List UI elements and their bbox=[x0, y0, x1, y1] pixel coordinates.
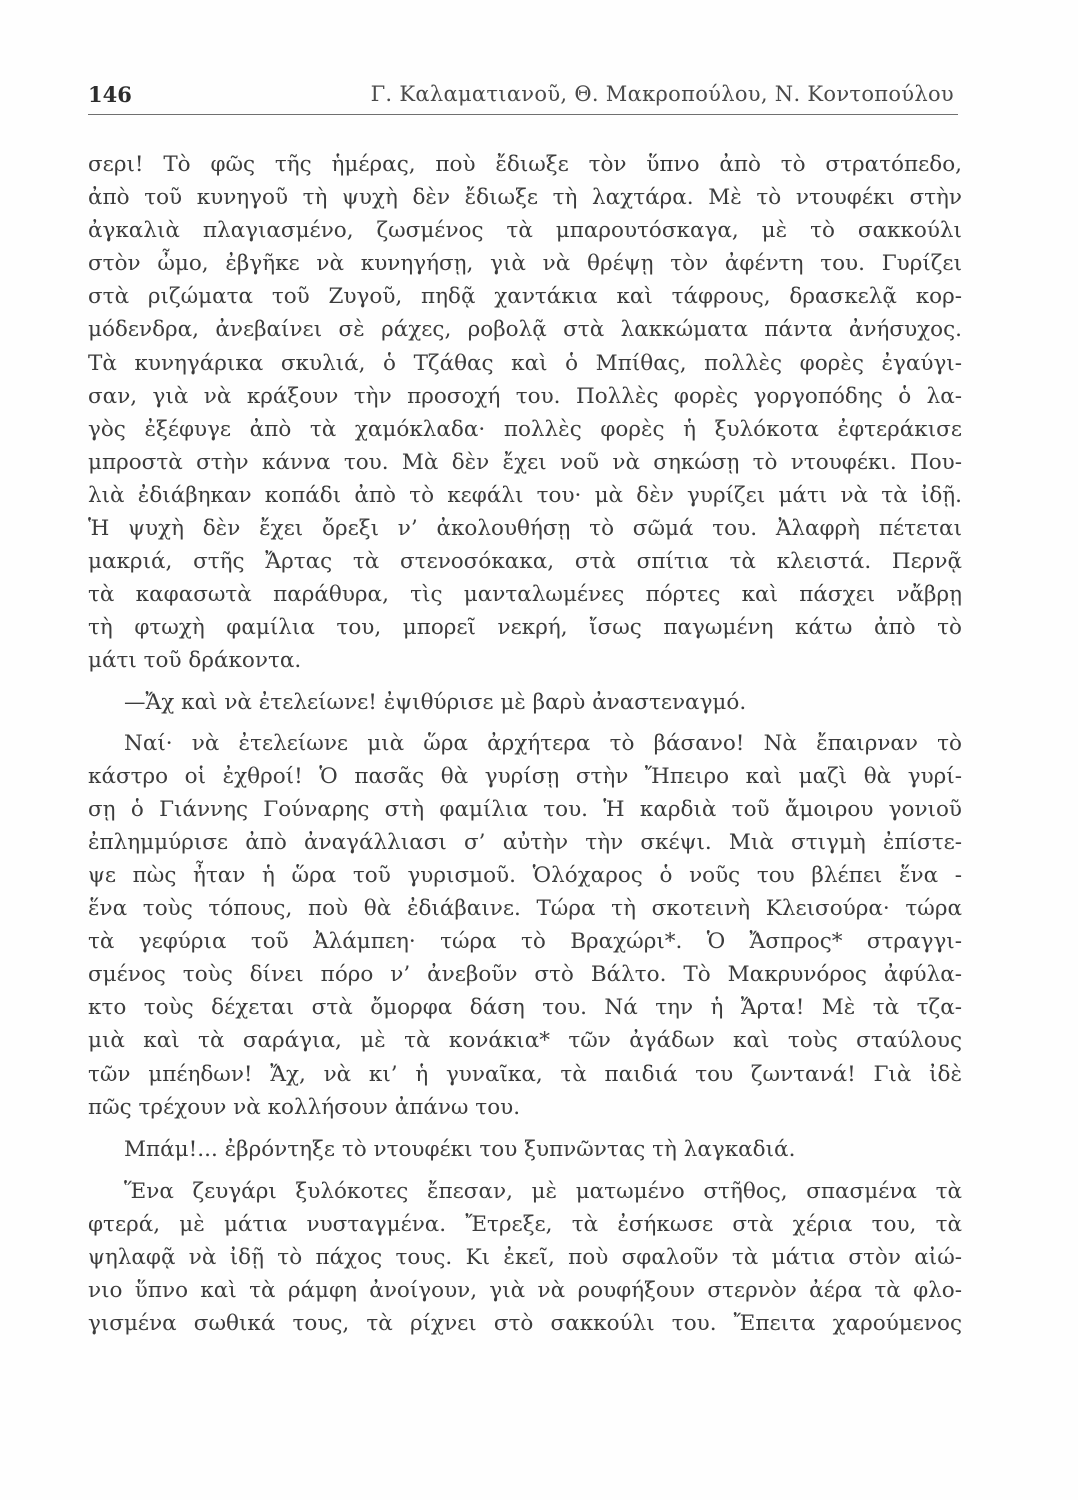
text-line: μακριά, στῆς Ἄρτας τὰ στενοσόκακα, στὰ σπίτια τὰ κλειστά. Περνᾷ bbox=[88, 549, 962, 575]
text-line: τὰ καφασωτὰ παράθυρα, τὶς μανταλωμένες πόρτες καὶ πάσχει νἄβρῃ bbox=[88, 582, 962, 608]
paragraph-5 bbox=[88, 1175, 962, 1340]
text-line: ἀγκαλιὰ πλαγιασμένο, ζωσμένος τὰ μπαρουτόσκαγα, μὲ τὸ σακκούλι bbox=[88, 218, 962, 244]
running-head-authors: Γ. Καλαματιανοῦ, Θ. Μακροπούλου, Ν. Κοντοπούλου bbox=[370, 82, 954, 106]
paragraph-4 bbox=[88, 1133, 962, 1166]
text-line: μάτι τοῦ δράκοντα. bbox=[88, 648, 302, 674]
text-line: στὰ ριζώματα τοῦ Ζυγοῦ, πηδᾷ χαντάκια καὶ τάφρους, δρασκελᾷ κορ- bbox=[88, 284, 962, 310]
text-line: Ναί· νὰ ἐτελείωνε μιὰ ὥρα ἀρχήτερα τὸ βάσανο! Νὰ ἔπαιρναν τὸ bbox=[124, 730, 962, 756]
text-line: σερι! Τὸ φῶς τῆς ἡμέρας, ποὺ ἔδιωξε τὸν ὕπνο ἀπὸ τὸ στρατόπεδο, bbox=[88, 152, 962, 177]
paragraph-2 bbox=[88, 686, 962, 719]
text-line: ἀπὸ τοῦ κυνηγοῦ τὴ ψυχὴ δὲν ἔδιωξε τὴ λαχτάρα. Μὲ τὸ ντουφέκι στὴν bbox=[88, 185, 962, 211]
text-line: μιὰ καὶ τὰ σαράγια, μὲ τὰ κονάκια* τῶν ἀγάδων καὶ τοὺς σταύλους bbox=[88, 1028, 962, 1054]
text-line: σῃ ὁ Γιάννης Γούναρης στὴ φαμίλια του. Ἡ καρδιὰ τοῦ ἄμοιρου γονιοῦ bbox=[88, 796, 962, 822]
text-line: ἕνα τοὺς τόπους, ποὺ θὰ ἐδιάβαινε. Τώρα τὴ σκοτεινὴ Κλεισούρα· τώρα bbox=[88, 896, 962, 922]
text-line: κτο τοὺς δέχεται στὰ ὄμορφα δάση του. Νά την ἡ Ἄρτα! Μὲ τὰ τζα- bbox=[88, 995, 962, 1021]
page-number: 146 bbox=[88, 82, 132, 107]
text-line: μπροστὰ στὴν κάννα του. Μὰ δὲν ἔχει νοῦ νὰ σηκώσῃ τὸ ντουφέκι. Που- bbox=[88, 449, 962, 475]
text-line: ψηλαφᾷ νὰ ἰδῇ τὸ πάχος τους. Κι ἐκεῖ, ποὺ σφαλοῦν τὰ μάτια στὸν αἰώ- bbox=[88, 1245, 962, 1270]
text-line: σαν, γιὰ νὰ κράξουν τὴν προσοχή του. Πολλὲς φορὲς γοργοπόδης ὁ λα- bbox=[88, 383, 962, 409]
text-line: λιὰ ἐδιάβηκαν κοπάδι ἀπὸ τὸ κεφάλι του· μὰ δὲν γυρίζει μάτι νὰ τὰ ἰδῇ. bbox=[88, 482, 962, 508]
text-line: πῶς τρέχουν νὰ κολλήσουν ἀπάνω του. bbox=[88, 1094, 521, 1120]
paragraph-3 bbox=[88, 727, 962, 1124]
text-line: Ἡ ψυχὴ δὲν ἔχει ὄρεξι ν’ ἀκολουθήσῃ τὸ σῶμά του. Ἀλαφρὴ πέτεται bbox=[88, 516, 962, 542]
text-line: κάστρο οἱ ἐχθροί! Ὁ πασᾶς θὰ γυρίσῃ στὴν Ἤπειρο καὶ μαζὶ θὰ γυρί- bbox=[88, 763, 962, 789]
running-head bbox=[88, 78, 958, 115]
body-text bbox=[88, 148, 962, 1340]
text-line: τὴ φτωχὴ φαμίλια του, μπορεῖ νεκρή, ἴσως παγωμένη κάτω ἀπὸ τὸ bbox=[88, 615, 962, 641]
text-line: ἐπλημμύρισε ἀπὸ ἀναγάλλιασι σ’ αὐτὴν τὴν σκέψι. Μιὰ στιγμὴ ἐπίστε- bbox=[88, 829, 962, 855]
text-line: σμένος τοὺς δίνει πόρο ν’ ἀνεβοῦν στὸ Βάλτο. Τὸ Μακρυνόρος ἀφύλα- bbox=[88, 962, 962, 988]
text-line: γὸς ἐξέφυγε ἀπὸ τὰ χαμόκλαδα· πολλὲς φορὲς ἡ ξυλόκοτα ἐφτεράκισε bbox=[88, 416, 962, 442]
text-line: γισμένα σωθικά τους, τὰ ρίχνει στὸ σακκούλι του. Ἔπειτα χαρούμενος bbox=[88, 1311, 962, 1337]
paragraph-1 bbox=[88, 148, 962, 678]
text-line: μόδενδρα, ἀνεβαίνει σὲ ράχες, ροβολᾷ στὰ λακκώματα πάντα ἀνήσυχος. bbox=[88, 317, 962, 343]
text-line: νιο ὕπνο καὶ τὰ ράμφη ἀνοίγουν, γιὰ νὰ ρουφήξουν στερνὸν ἀέρα τὰ φλο- bbox=[88, 1278, 962, 1304]
text-line: Ἕνα ζευγάρι ξυλόκοτες ἔπεσαν, μὲ ματωμένο στῆθος, σπασμένα τὰ bbox=[124, 1178, 962, 1204]
text-line: —Ἄχ καὶ νὰ ἐτελείωνε! ἐψιθύρισε μὲ βαρὺ ἀναστεναγμό. bbox=[124, 689, 747, 715]
text-line: Τὰ κυνηγάρικα σκυλιά, ὁ Τζάθας καὶ ὁ Μπίθας, πολλὲς φορὲς ἐγαύγι- bbox=[88, 350, 962, 376]
text-line: Μπάμ!... ἐβρόντηξε τὸ ντουφέκι του ξυπνῶντας τὴ λαγκαδιά. bbox=[124, 1136, 796, 1162]
text-line: ψε πὼς ἦταν ἡ ὥρα τοῦ γυρισμοῦ. Ὁλόχαρος ὁ νοῦς του βλέπει ἕνα - bbox=[88, 862, 962, 888]
text-line: τῶν μπέηδων! Ἄχ, νὰ κι’ ἡ γυναῖκα, τὰ παιδιά του ζωντανά! Γιὰ ἰδὲ bbox=[88, 1061, 962, 1087]
text-line: στὸν ὦμο, ἐβγῆκε νὰ κυνηγήσῃ, γιὰ νὰ θρέψῃ τὸν ἀφέντη του. Γυρίζει bbox=[88, 251, 962, 277]
text-line: φτερά, μὲ μάτια νυσταγμένα. Ἔτρεξε, τὰ ἐσήκωσε στὰ χέρια του, τὰ bbox=[88, 1211, 962, 1237]
text-line: τὰ γεφύρια τοῦ Ἀλάμπεη· τώρα τὸ Βραχώρι*. Ὁ Ἄσπρος* στραγγι- bbox=[88, 929, 962, 955]
